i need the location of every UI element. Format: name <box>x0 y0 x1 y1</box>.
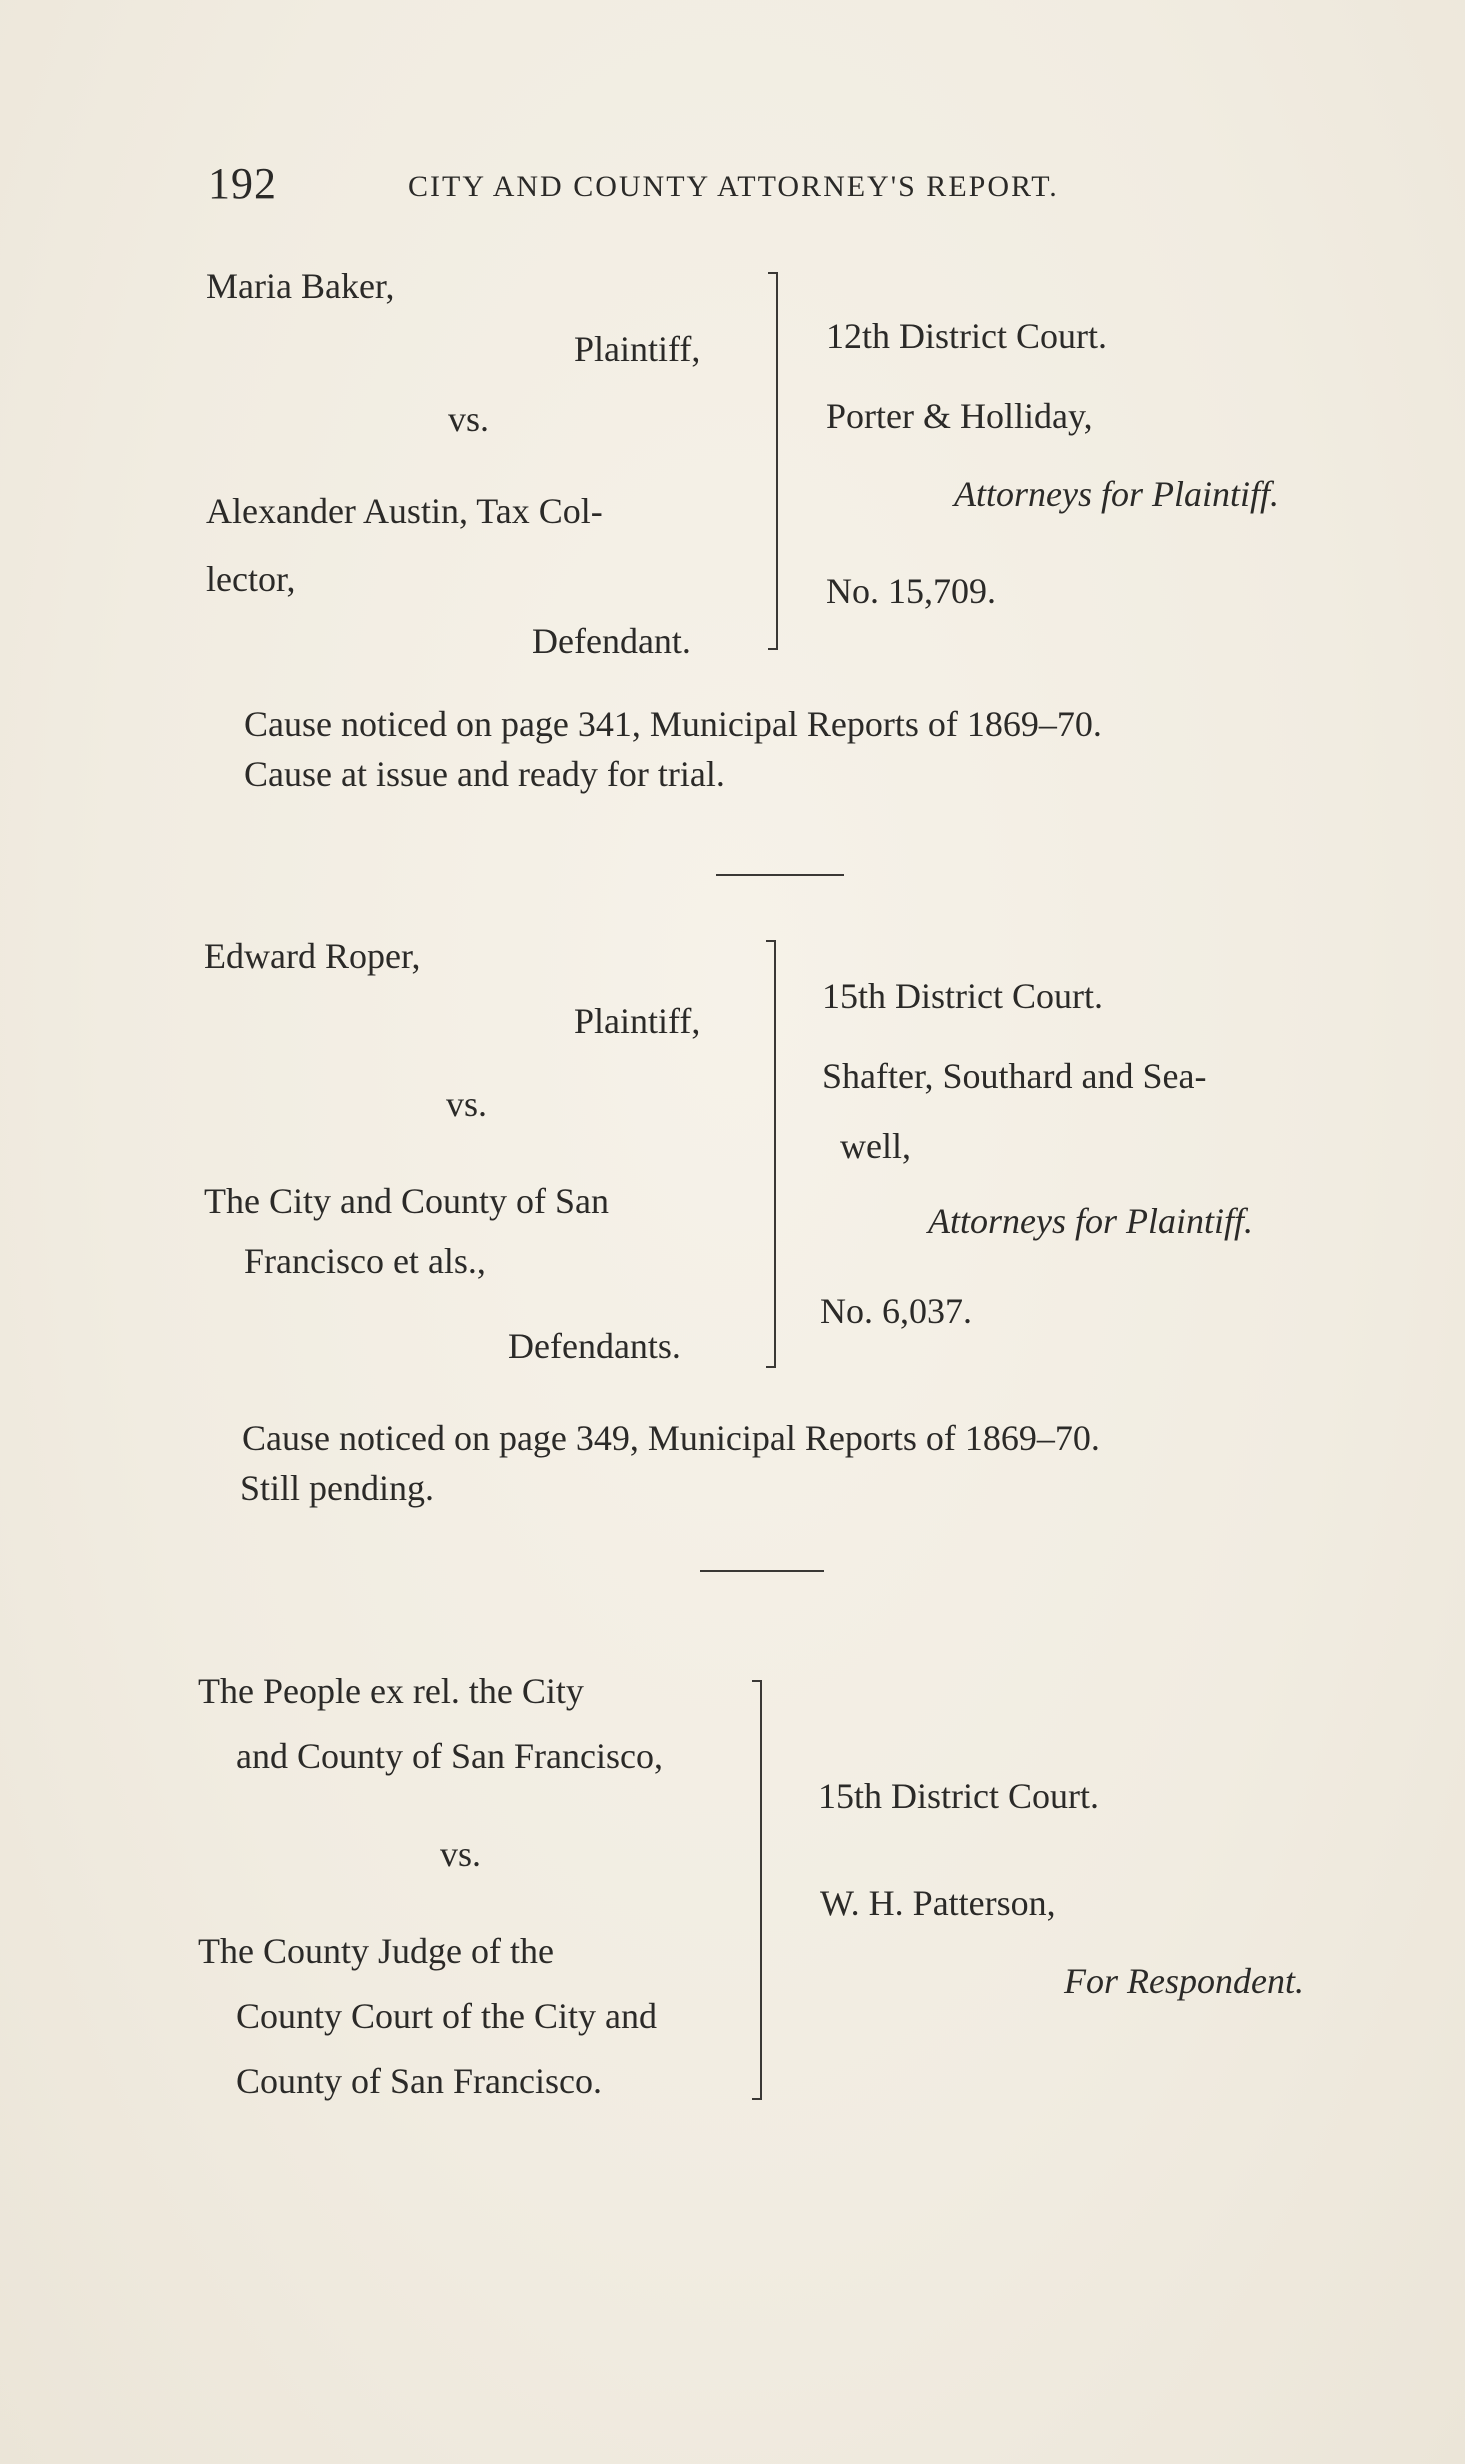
plaintiff-name: Edward Roper, <box>204 936 421 976</box>
court-name: 12th District Court. <box>826 316 1107 356</box>
plaintiff-label: Plaintiff, <box>574 329 701 369</box>
page-header-title: CITY AND COUNTY ATTORNEY'S REPORT. <box>408 170 1059 203</box>
case-note: Still pending. <box>240 1468 435 1508</box>
versus: vs. <box>448 399 490 439</box>
court-name: 15th District Court. <box>822 976 1103 1016</box>
brace-tick <box>766 940 776 942</box>
case-note: Cause noticed on page 341, Municipal Reports of 1869–70. <box>244 704 1102 744</box>
attorneys-name: W. H. Patterson, <box>820 1883 1056 1923</box>
case-number: No. 15,709. <box>826 571 996 611</box>
defendant-name-line1: The City and County of San <box>204 1181 609 1221</box>
case-brace <box>774 940 776 1368</box>
versus: vs. <box>446 1084 488 1124</box>
versus: vs. <box>440 1834 482 1874</box>
section-divider <box>700 1570 824 1572</box>
page-number: 192 <box>208 159 277 208</box>
defendant-label: Defendant. <box>532 621 691 661</box>
plaintiff-name-line2: and County of San Francisco, <box>236 1736 663 1776</box>
defendant-name-line1: Alexander Austin, Tax Col- <box>206 491 603 531</box>
brace-tick <box>768 648 778 650</box>
attorneys-role: Attorneys for Plaintiff. <box>954 474 1279 514</box>
plaintiff-name-line1: The People ex rel. the City <box>198 1671 584 1711</box>
attorneys-role: Attorneys for Plaintiff. <box>928 1201 1253 1241</box>
defendant-name-line2: County Court of the City and <box>236 1996 657 2036</box>
defendant-name-line2: Francisco et als., <box>244 1241 486 1281</box>
case-brace <box>776 272 778 650</box>
plaintiff-name: Maria Baker, <box>206 266 395 306</box>
brace-tick <box>752 2098 762 2100</box>
brace-tick <box>766 1366 776 1368</box>
section-divider <box>716 874 844 876</box>
attorneys-role: For Respondent. <box>1064 1961 1304 2001</box>
case-note: Cause at issue and ready for trial. <box>244 754 725 794</box>
brace-tick <box>768 272 778 274</box>
attorneys-name-line1: Shafter, Southard and Sea- <box>822 1056 1207 1096</box>
brace-tick <box>752 1680 762 1682</box>
plaintiff-label: Plaintiff, <box>574 1001 701 1041</box>
defendant-name-line1: The County Judge of the <box>198 1931 554 1971</box>
case-brace <box>760 1680 762 2100</box>
attorneys-name-line2: well, <box>840 1126 911 1166</box>
defendant-name-line2: lector, <box>206 559 296 599</box>
defendant-label: Defendants. <box>508 1326 681 1366</box>
defendant-name-line3: County of San Francisco. <box>236 2061 602 2101</box>
attorneys-name: Porter & Holliday, <box>826 396 1093 436</box>
court-name: 15th District Court. <box>818 1776 1099 1816</box>
case-note: Cause noticed on page 349, Municipal Reports of 1869–70. <box>242 1418 1100 1458</box>
case-number: No. 6,037. <box>820 1291 972 1331</box>
